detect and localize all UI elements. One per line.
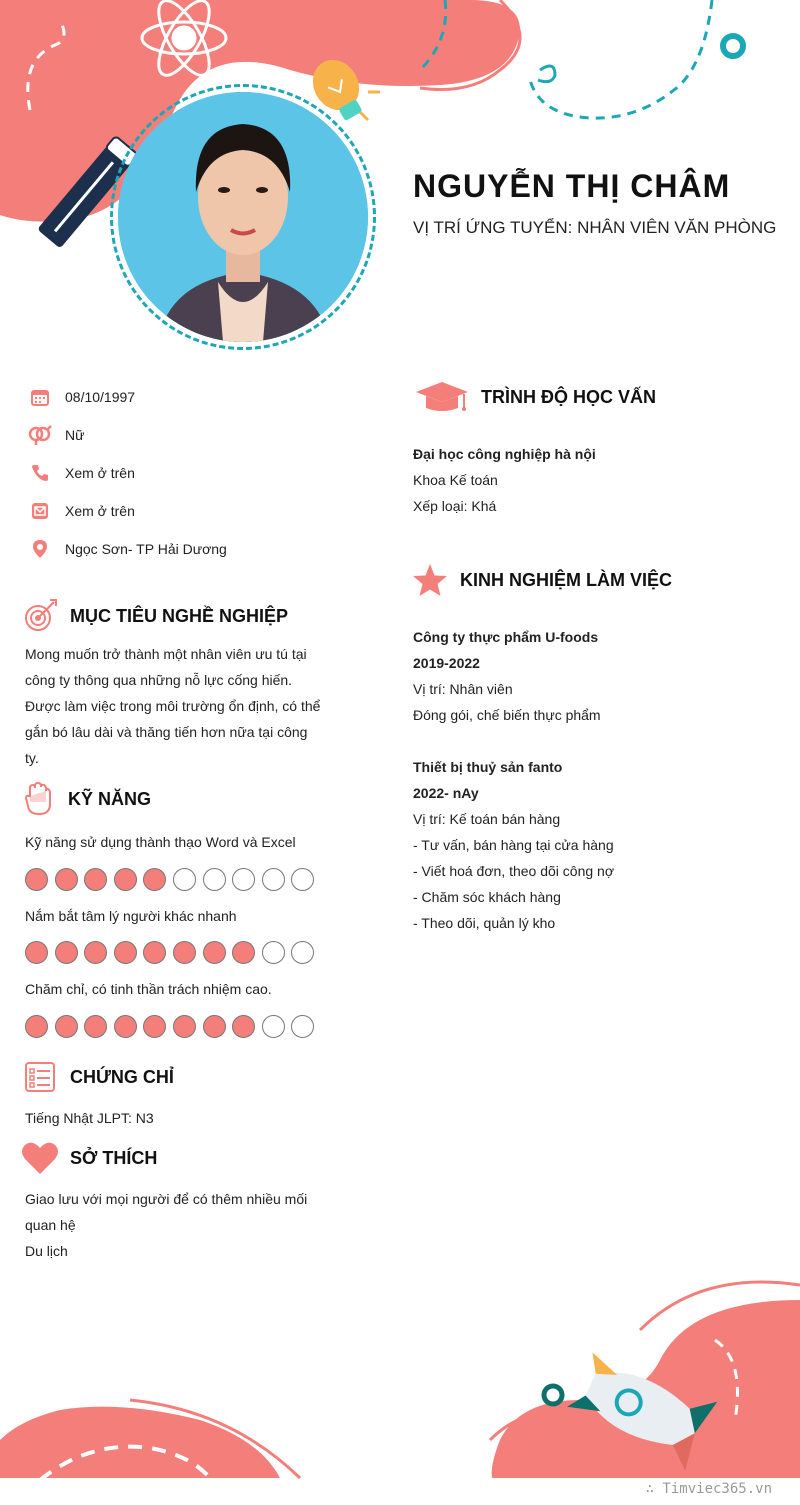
job-line: - Theo dõi, quản lý kho — [413, 915, 556, 931]
candidate-name: NGUYỄN THỊ CHÂM — [413, 168, 731, 204]
skill-name: Nắm bắt tâm lý người khác nhanh — [25, 908, 237, 924]
objective-line: ty. — [25, 750, 39, 766]
teal-ring — [723, 36, 743, 56]
rating-dot-filled — [25, 868, 48, 891]
objective-line: gắn bó lâu dài và thăng tiến hơn nữa tại công — [25, 724, 308, 740]
contact-address — [28, 536, 227, 562]
rating-dot-filled — [55, 868, 78, 891]
rating-dot-empty — [173, 868, 196, 891]
rating-dot-filled — [203, 1015, 226, 1038]
rating-dot-empty — [262, 868, 285, 891]
contact-phone — [28, 460, 135, 486]
skill-name: Chăm chỉ, có tinh thần trách nhiệm cao. — [25, 981, 272, 997]
hobby-line: Du lịch — [25, 1243, 68, 1259]
gender-icon — [28, 423, 52, 447]
rating-dot-filled — [173, 1015, 196, 1038]
contact-text: 08/10/1997 — [65, 389, 136, 405]
job-period: 2022- nAy — [413, 785, 479, 801]
target-icon — [20, 598, 60, 634]
objective-line: Được làm việc trong môi trường ổn định, có thể — [25, 698, 321, 714]
profile-photo — [118, 92, 368, 342]
section-title: KINH NGHIỆM LÀM VIỆC — [460, 569, 673, 590]
job-line: - Chăm sóc khách hàng — [413, 889, 561, 905]
rating-dot-filled — [55, 1015, 78, 1038]
rating-dot-filled — [84, 868, 107, 891]
rating-dot-filled — [143, 941, 166, 964]
hobbies-text — [25, 1186, 325, 1264]
site-watermark: ∴ Timviec365.vn — [645, 1481, 772, 1497]
contact-text: Xem ở trên — [65, 465, 135, 481]
rating-dot-filled — [232, 941, 255, 964]
applied-position: VỊ TRÍ ỨNG TUYỂN: NHÂN VIÊN VĂN PHÒNG — [413, 218, 777, 237]
section-title: MỤC TIÊU NGHỀ NGHIỆP — [70, 605, 289, 626]
phone-icon — [28, 461, 52, 485]
rating-dot-filled — [143, 1015, 166, 1038]
objective-heading — [20, 598, 288, 634]
certificate-item: Tiếng Nhật JLPT: N3 — [25, 1110, 154, 1126]
location-pin-icon — [28, 537, 52, 561]
skill-rating — [25, 868, 321, 891]
rating-dot-filled — [84, 941, 107, 964]
contact-text: Nữ — [65, 427, 85, 443]
rating-dot-filled — [203, 941, 226, 964]
contact-birthdate — [28, 384, 135, 410]
rating-dot-empty — [262, 1015, 285, 1038]
rating-dot-filled — [232, 1015, 255, 1038]
rating-dot-filled — [25, 1015, 48, 1038]
skill-name: Kỹ năng sử dụng thành thạo Word và Excel — [25, 834, 296, 850]
job-entry — [413, 624, 783, 728]
contact-text: Xem ở trên — [65, 503, 135, 519]
job-line: Vị trí: Kế toán bán hàng — [413, 811, 561, 827]
graduation-cap-icon — [413, 379, 471, 415]
raised-hand-icon — [18, 781, 58, 817]
email-icon — [28, 499, 52, 523]
heart-icon — [20, 1140, 60, 1176]
objective-line: công ty thông qua những nỗ lực cống hiến. — [25, 672, 293, 688]
skills-heading — [18, 781, 151, 817]
hobbies-heading — [20, 1140, 157, 1176]
education-line: Khoa Kế toán — [413, 472, 498, 488]
bottom-left-blob — [0, 1407, 280, 1478]
school-name: Đại học công nghiệp hà nội — [413, 446, 596, 462]
hobby-line: quan hệ — [25, 1217, 76, 1233]
job-line: - Tư vấn, bán hàng tại cửa hàng — [413, 837, 614, 853]
rating-dot-filled — [114, 941, 137, 964]
education-details — [413, 441, 596, 519]
contact-gender — [28, 422, 84, 448]
checklist-icon — [20, 1059, 60, 1095]
rating-dot-filled — [25, 941, 48, 964]
skill-rating — [25, 941, 321, 964]
rating-dot-empty — [232, 868, 255, 891]
section-title: KỸ NĂNG — [68, 788, 152, 809]
job-line: Vị trí: Nhân viên — [413, 681, 513, 697]
skill-rating — [25, 1015, 321, 1038]
contact-text: Ngọc Sơn- TP Hải Dương — [65, 541, 227, 557]
contact-email — [28, 498, 135, 524]
job-line: Đóng gói, chế biến thực phẩm — [413, 707, 601, 723]
rating-dot-empty — [203, 868, 226, 891]
calendar-icon — [28, 385, 52, 409]
job-entry — [413, 754, 783, 936]
section-title: TRÌNH ĐỘ HỌC VẤN — [481, 386, 656, 407]
rating-dot-filled — [84, 1015, 107, 1038]
education-line: Xếp loại: Khá — [413, 498, 497, 514]
job-company: Công ty thực phẩm U-foods — [413, 629, 599, 645]
rating-dot-empty — [291, 868, 314, 891]
experience-heading — [410, 562, 672, 598]
hobby-line: Giao lưu với mọi người để có thêm nhiều mối — [25, 1191, 308, 1207]
rating-dot-empty — [262, 941, 285, 964]
rating-dot-filled — [114, 868, 137, 891]
job-company: Thiết bị thuỷ sản fanto — [413, 759, 563, 775]
job-period: 2019-2022 — [413, 655, 480, 671]
objective-text — [25, 641, 325, 771]
star-icon — [410, 562, 450, 598]
certificates-heading — [20, 1059, 174, 1095]
rating-dot-filled — [114, 1015, 137, 1038]
job-line: - Viết hoá đơn, theo dõi công nợ — [413, 863, 615, 879]
section-title: CHỨNG CHỈ — [70, 1066, 174, 1087]
rating-dot-filled — [143, 868, 166, 891]
objective-line: Mong muốn trở thành một nhân viên ưu tú tại — [25, 646, 307, 662]
section-title: SỞ THÍCH — [70, 1147, 158, 1168]
rating-dot-empty — [291, 1015, 314, 1038]
education-heading — [413, 379, 656, 415]
rating-dot-filled — [55, 941, 78, 964]
rating-dot-filled — [173, 941, 196, 964]
rating-dot-empty — [291, 941, 314, 964]
